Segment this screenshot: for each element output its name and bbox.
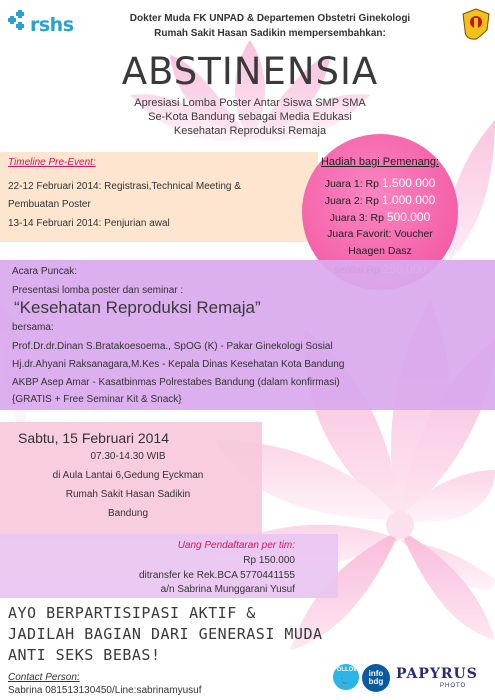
prize-favorite: Juara Favorit: Voucher	[327, 228, 433, 240]
unpad-emblem-icon	[462, 8, 490, 40]
prize-heading-text: Hadiah bagi Pemenang:	[320, 156, 440, 168]
prize-item	[302, 210, 458, 224]
prize-label: Juara 2: Rp	[324, 195, 382, 207]
timeline-line: 22-12 Februari 2014: Registrasi,Technical Meeting &	[8, 181, 241, 192]
subtitle-line-3: Kesehatan Reproduksi Remaja	[173, 125, 327, 137]
slogan-line: JADILAH BAGIAN DARI GENERASI MUDA	[8, 625, 323, 643]
subtitle-line-2: Se-Kota Bandung sebagai Media Edukasi	[148, 111, 352, 123]
fee-transfer: ditransfer ke Rek.BCA 5770441155	[138, 570, 295, 581]
speaker-line: AKBP Asep Amar - Kasatbinmas Polrestabes Bandung (dalam konfirmasi)	[12, 377, 340, 388]
timeline-heading: Timeline Pre-Event:	[8, 157, 96, 168]
free-note: {GRATIS + Free Seminar Kit & Snack}	[12, 394, 182, 405]
rshs-logo	[6, 10, 78, 38]
event-time: 07.30-14.30 WIB	[90, 451, 166, 462]
prize-heading	[302, 156, 458, 168]
speakers-intro: bersama:	[12, 322, 54, 333]
follow-label: FOLLOW	[333, 667, 359, 673]
main-event-line: Presentasi lomba poster dan seminar :	[12, 285, 184, 296]
organizer-line: Dokter Muda FK UNPAD & Departemen Obstetri Ginekologi	[129, 13, 411, 24]
event-place: Rumah Sakit Hasan Sadikin	[65, 489, 191, 500]
prize-item	[302, 193, 458, 207]
infobdg-label	[362, 670, 390, 686]
slogan-line: ANTI SEKS BEBAS!	[8, 646, 161, 664]
event-place: di Aula Lantai 6,Gedung Eyckman	[52, 470, 204, 481]
papyrus-logo: PAPYRUS	[396, 666, 478, 682]
event-date: Sabtu, 15 Februari 2014	[18, 430, 169, 446]
infobdg-label-2: bdg	[368, 677, 384, 686]
speaker-line: Hj.dr.Ahyani Raksanagara,M.Kes - Kepala Dinas Kesehatan Kota Bandung	[12, 359, 345, 370]
fee-amount: Rp 150.000	[243, 555, 295, 566]
presenter-line: Rumah Sakit Hasan Sadikin mempersembahkan:	[154, 28, 386, 39]
infobdg-label-1: info	[368, 669, 384, 678]
prize-amount: 500.000	[386, 210, 431, 224]
contact-heading: Contact Person:	[8, 672, 80, 683]
timeline-line: Pembuatan Poster	[8, 199, 91, 210]
contact-info: Sabrina 081513130450/Line:sabrinamyusuf	[8, 685, 202, 696]
event-title: ABSTINENSIA	[121, 50, 379, 93]
main-event-heading: Acara Puncak:	[12, 266, 78, 277]
prize-label: Juara 3: Rp	[329, 212, 387, 224]
subtitle-line-1: Apresiasi Lomba Poster Antar Siswa SMP SMA	[134, 97, 366, 109]
papyrus-photo-label: PHOTO	[440, 683, 467, 689]
twitter-bird-icon: 🐦	[338, 676, 351, 687]
prize-amount: 1.000.000	[381, 193, 436, 207]
event-place: Bandung	[107, 508, 149, 519]
rshs-plus-icon	[6, 10, 30, 34]
fee-heading: Uang Pendaftaran per tim:	[177, 540, 295, 551]
slogan-line: AYO BERPARTISIPASI AKTIF &	[8, 604, 256, 622]
timeline-line: 13-14 Februari 2014: Penjurian awal	[8, 218, 170, 229]
seminar-theme: “Kesehatan Reproduksi Remaja”	[14, 298, 261, 317]
rshs-logo-text: rshs	[30, 14, 74, 36]
prize-favorite: Haagen Dasz	[348, 245, 412, 257]
fee-account: a/n Sabrina Munggarani Yusuf	[160, 584, 295, 595]
prize-amount: 1.500.000	[381, 176, 436, 190]
prize-item	[302, 176, 458, 190]
speaker-line: Prof.Dr.dr.Dinan S.Bratakoesoema., SpOG (K) - Pakar Ginekologi Sosial	[12, 341, 333, 352]
prize-label: Juara 1: Rp	[324, 178, 382, 190]
